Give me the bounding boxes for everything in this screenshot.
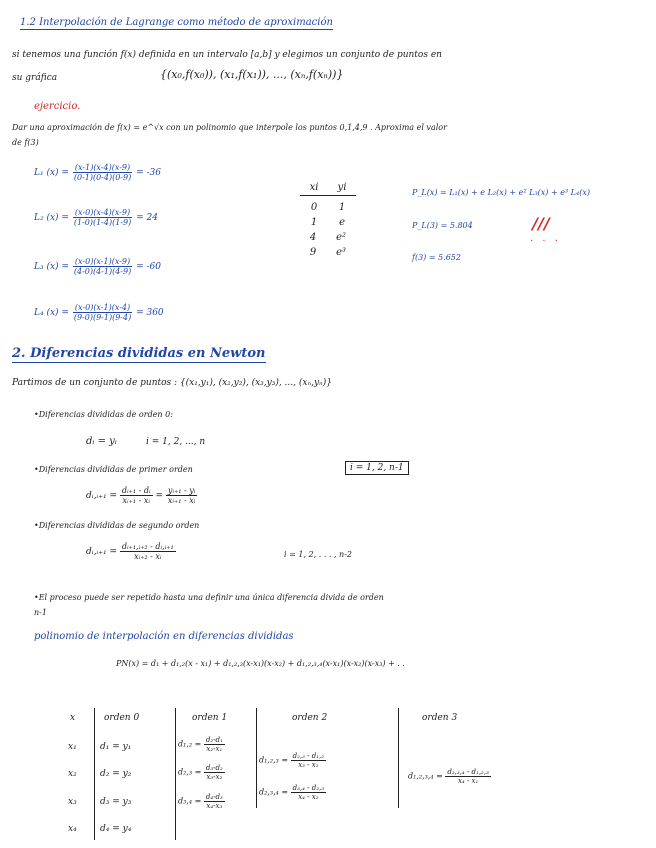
points-table-header (300, 182, 356, 196)
dd-x-cell: x₃ (68, 797, 77, 807)
dd-order1-den: x₄-x₃ (206, 802, 223, 811)
table-row (300, 202, 356, 213)
table-cell: 9 (309, 247, 317, 258)
L1-fraction (72, 163, 133, 182)
dd-order1-den: x₂-x₁ (206, 745, 223, 754)
dd-order1-cell (178, 793, 225, 810)
order1-fraction-y (166, 486, 197, 505)
dd-order3-den: x₄ - x₁ (457, 777, 479, 786)
dd-order1-cell (178, 736, 225, 753)
table-row (300, 217, 356, 228)
dd-order3-cell (408, 768, 491, 785)
lagrange-L3 (34, 257, 161, 276)
L3-lhs: L₃ (x) = (34, 262, 69, 273)
dd-x-cell: x₁ (68, 742, 77, 752)
L3-num: (x-0)(x-1)(x-9) (74, 257, 131, 266)
L2-lhs: L₂ (x) = (34, 213, 69, 224)
table-cell: 0 (310, 202, 318, 213)
lagrange-L2 (34, 208, 158, 227)
L2-num: (x-0)(x-4)(x-9) (74, 208, 131, 217)
pn-formula: PN(x) = d₁ + d₁,₂(x - x₁) + d₁,₂,₃(x-x₁)(x-x₂) + d₁,₂,₃,₄(x-x₁)(x-x₂)(x-x₃) + . . (116, 659, 405, 668)
table-cell: 1 (338, 202, 346, 213)
dd-divider (94, 708, 95, 840)
order2-label: •Diferencias divididas de segundo orden (34, 521, 200, 530)
exercise-line2: de f(3) (12, 138, 39, 147)
order1-den-d: xᵢ₊₁ - xᵢ (122, 496, 150, 506)
order2-den: xᵢ₊₂ - xᵢ (134, 552, 162, 562)
start-line: Partimos de un conjunto de puntos : {(x₁,y₁), (x₂,y₂), (x₃,y₃), ..., (xₙ,yₙ)} (12, 378, 332, 388)
dd-order1-fraction (204, 764, 225, 781)
dd-order2-lhs: d₁,₂,₃ = (259, 755, 289, 765)
lagrange-L4 (34, 303, 164, 322)
L2-den: (1-0)(1-4)(1-9) (73, 218, 132, 228)
dd-order1-num: d₂-d₁ (205, 736, 223, 744)
dd-order1-den: x₃-x₂ (206, 773, 223, 782)
dd-order1-lhs: d₁,₂ = (178, 739, 202, 749)
dd-header-order0: orden 0 (104, 713, 140, 723)
L3-fraction (72, 257, 133, 276)
order1-label: •Diferencias divididas de primer orden (34, 465, 193, 474)
points-table (300, 182, 356, 258)
dd-order0-cell: d₃ = y₃ (100, 797, 132, 807)
dd-order0-cell: d₄ = y₄ (100, 824, 132, 834)
order1-range-box: i = 1, 2, n-1 (345, 461, 409, 475)
order0-label: •Diferencias divididas de orden 0: (34, 410, 173, 419)
dd-order2-cell (259, 784, 326, 801)
table-row (300, 247, 356, 258)
intro-line1: si tenemos una función f(x) definida en un intervalo [a,b] y elegimos un conjunto de puntos en (12, 50, 442, 60)
order2-lhs: dᵢ,ᵢ₊₁ = (86, 547, 118, 558)
table-cell: 4 (309, 232, 317, 243)
dd-order1-lhs: d₃,₄ = (178, 796, 202, 806)
order1-den-y: xᵢ₊₁ - xᵢ (167, 496, 196, 506)
dots-decoration: · · · (530, 236, 561, 247)
L4-fraction (72, 303, 133, 322)
order0-range: i = 1, 2, ..., n (146, 437, 206, 447)
table-cell: e (339, 217, 346, 228)
dd-order3-lhs: d₁,₂,₃,₄ = (408, 771, 443, 781)
L3-den: (4-0)(4-1)(4-9) (73, 267, 132, 277)
L1-den: (0-1)(0-4)(0-9) (73, 173, 132, 183)
L4-lhs: L₄ (x) = (34, 308, 69, 319)
dd-order2-lhs: d₂,₃,₄ = (259, 787, 289, 797)
dd-x-cell: x₂ (68, 769, 77, 779)
dd-order2-num: d₃,₄ - d₂,₃ (292, 784, 325, 792)
points-table-header-yi: yi (337, 182, 347, 193)
order2-formula (86, 542, 176, 561)
table-cell: 1 (310, 217, 318, 228)
dd-order1-num: d₃-d₂ (205, 764, 223, 772)
dd-header-order1: orden 1 (192, 713, 228, 723)
L2-fraction (72, 208, 133, 227)
dd-order3-num: d₂,₃,₄ - d₁,₂,₃ (447, 768, 489, 776)
dd-order0-cell: d₂ = y₂ (100, 769, 132, 779)
dd-order2-num: d₂,₃ - d₁,₂ (292, 752, 325, 760)
L1-lhs: L₁ (x) = (34, 168, 69, 179)
table-row (300, 232, 356, 243)
dd-order2-den: x₄ - x₂ (298, 793, 319, 802)
L2-rhs: = 24 (136, 213, 158, 224)
exercise-line1: Dar una aproximación de f(x) = e^√x con un polinomio que interpole los puntos 0,1,4,9 . Aproxima el valor (12, 123, 447, 132)
order1-lhs: dᵢ,ᵢ₊₁ = (86, 491, 118, 502)
dd-divider (256, 708, 257, 808)
order2-fraction (120, 542, 176, 561)
order1-formula: dᵢ,ᵢ₊₁ = $\frac{\text{dᵢ₊₁ - dᵢ}}{\text{xᵢ₊₁ - xᵢ}}$ = $\frac{\text{yᵢ₊₁ - yᵢ}}{\text{xᵢ₊₁ - xᵢ}}$ (86, 486, 196, 506)
L1-num: (x-1)(x-4)(x-9) (74, 163, 131, 172)
L4-num: (x-0)(x-1)(x-4) (74, 303, 131, 312)
f3-value: f(3) = 5.652 (412, 253, 461, 262)
intro-line2: su gráfica (12, 73, 58, 83)
interp-title: polinomio de interpolación en diferencias divididas (34, 631, 294, 642)
section1-title: 1.2 Interpolación de Lagrange como método de aproximación (20, 17, 333, 28)
dd-x-cell: x₄ (68, 824, 77, 834)
table-cell: e² (336, 232, 347, 243)
dd-order2-cell (259, 752, 326, 769)
check-marks: /// (532, 214, 550, 233)
repeat-line1: •El proceso puede ser repetido hasta una definir una única diferencia divida de orden (34, 593, 384, 602)
lagrange-L1 (34, 163, 161, 182)
dd-divider (175, 708, 176, 840)
L1-rhs: = -36 (136, 168, 161, 179)
pl3-value: P_L(3) = 5.804 (412, 221, 473, 230)
dd-order1-fraction (204, 736, 225, 753)
order2-num: dᵢ₊₁,ᵢ₊₂ - dᵢ,ᵢ₊₁ (121, 542, 174, 551)
dd-order2-fraction (291, 784, 326, 801)
table-cell: e³ (336, 247, 347, 258)
order2-range: i = 1, 2, . . . , n-2 (284, 550, 352, 559)
dd-order0-cell: d₁ = y₁ (100, 742, 132, 752)
dd-order1-lhs: d₂,₃ = (178, 767, 202, 777)
order1-fraction-d (120, 486, 153, 505)
exercise-label: ejercicio. (34, 101, 81, 112)
section2-title: 2. Diferencias divididas en Newton (12, 346, 266, 361)
dd-header-order3: orden 3 (422, 713, 458, 723)
lagrange-polynomial: P_L(x) = L₁(x) + e L₂(x) + e² L₃(x) + e³ L₄(x) (412, 188, 590, 197)
dd-order2-fraction (291, 752, 326, 769)
points-table-header-xi: xi (309, 182, 319, 193)
L3-rhs: = -60 (136, 262, 161, 273)
dd-order3-fraction (445, 768, 491, 785)
repeat-line2: n-1 (34, 608, 47, 617)
dd-divider (398, 708, 399, 808)
order0-formula: dᵢ = yᵢ (86, 436, 117, 447)
dd-header-order2: orden 2 (292, 713, 328, 723)
dd-header-x: x (70, 713, 76, 723)
dd-order1-num: d₄-d₃ (205, 793, 223, 801)
L4-den: (9-0)(9-1)(9-4) (73, 313, 132, 323)
dd-order1-cell (178, 764, 225, 781)
order1-num-y: yᵢ₊₁ - yᵢ (167, 486, 196, 495)
L4-rhs: = 360 (136, 308, 164, 319)
point-set: {(x₀,f(x₀)), (x₁,f(x₁)), ..., (xₙ,f(xₙ))} (160, 68, 344, 81)
dd-order2-den: x₃ - x₁ (298, 761, 319, 770)
dd-order1-fraction (204, 793, 225, 810)
order1-num-d: dᵢ₊₁ - dᵢ (121, 486, 151, 495)
